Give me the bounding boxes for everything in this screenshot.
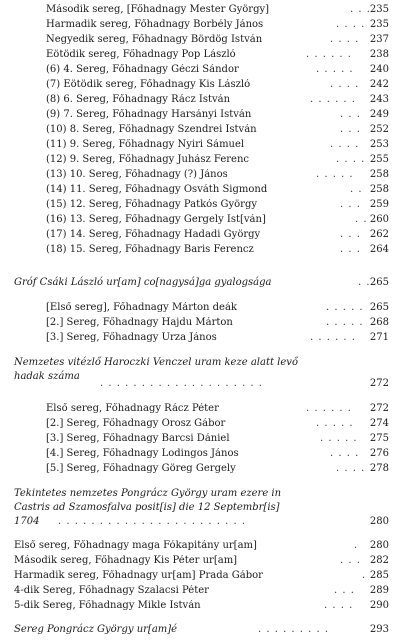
section-heading-text: Sereg Pongrácz György ur[am]é — [14, 624, 178, 635]
entry-page: 268 — [369, 317, 389, 328]
leader-dots: . . . . — [336, 19, 366, 30]
leader-dots: . . . — [340, 555, 361, 566]
leader-dots: . . . . . . . . . . . . . . . . . . . . . . . — [58, 516, 247, 527]
entry-page: 289 — [369, 585, 389, 596]
leader-dots: . . — [350, 184, 363, 195]
section-heading-page: 293 — [369, 624, 389, 635]
entry-page: 242 — [369, 79, 389, 90]
leader-dots: . . . . — [324, 600, 354, 611]
entry-label: [5.] Sereg, Főhadnagy Göreg Gergely — [46, 463, 236, 474]
entry-page: 235 — [369, 19, 389, 30]
toc-entry — [0, 124, 416, 138]
leader-dots: . . . . . — [316, 169, 354, 180]
toc-entry — [0, 332, 416, 346]
leader-dots: . . . . . . — [306, 49, 352, 60]
entry-page: 260 — [369, 214, 389, 225]
section-heading-text: Castris ad Szamosfalva posit[is] die 12 Septembr[is] — [14, 502, 280, 513]
toc-entry — [0, 199, 416, 213]
toc-entry — [0, 49, 416, 63]
entry-label: (17) 14. Sereg, Főhadnagy Hadadi György — [46, 229, 261, 240]
leader-dots: . . . — [340, 244, 361, 255]
entry-page: 255 — [369, 154, 389, 165]
toc-entry — [0, 79, 416, 93]
entry-page: 237 — [369, 34, 389, 45]
entry-page: 274 — [369, 418, 389, 429]
leader-dots: . . — [358, 277, 371, 288]
entry-label: (9) 7. Sereg, Főhadnagy Harsányi István — [46, 109, 252, 120]
entry-page: 240 — [369, 64, 389, 75]
entry-label: (12) 9. Sereg, Főhadnagy Juhász Ferenc — [46, 154, 249, 165]
entry-page: 271 — [369, 332, 389, 343]
entry-page: 253 — [369, 139, 389, 150]
toc-entry — [0, 34, 416, 48]
entry-label: (10) 8. Sereg, Főhadnagy Szendrei István — [46, 124, 257, 135]
toc-entry — [0, 600, 416, 614]
toc-entry — [0, 403, 416, 417]
leader-dots: . . . . . — [316, 64, 354, 75]
entry-page: 258 — [369, 184, 389, 195]
entry-label: (8) 6. Sereg, Főhadnagy Rácz István — [46, 94, 231, 105]
entry-page: 258 — [369, 169, 389, 180]
leader-dots: . . . . . — [326, 302, 364, 313]
leader-dots: . . . — [334, 585, 355, 596]
entry-label: Első sereg, Főhadnagy Rácz Péter — [46, 403, 219, 414]
entry-label: (11) 9. Sereg, Főhadnagy Nyiri Sámuel — [46, 139, 245, 150]
toc-entry — [0, 555, 416, 569]
entry-label: Második sereg, [Főhadnagy Mester György] — [46, 4, 270, 15]
entry-label: [3.] Sereg, Főhadnagy Barcsi Dániel — [46, 433, 230, 444]
leader-dots: . . . . — [336, 154, 366, 165]
entry-label: (16) 13. Sereg, Főhadnagy Gergely Ist[ván] — [46, 214, 266, 225]
entry-label: [3.] Sereg, Főhadnagy Urza János — [46, 332, 217, 343]
section-heading — [0, 277, 416, 291]
toc-entry — [0, 109, 416, 123]
section-heading-line — [0, 516, 416, 530]
entry-page: 235 — [369, 4, 389, 15]
toc-entry — [0, 244, 416, 258]
toc-entry — [0, 19, 416, 33]
toc-entry — [0, 94, 416, 108]
toc-entry — [0, 433, 416, 447]
entry-page: 249 — [369, 109, 389, 120]
toc-entry — [0, 418, 416, 432]
entry-page: 252 — [369, 124, 389, 135]
entry-label: 5-dik Sereg, Főhadnagy Mikle István — [14, 600, 201, 611]
entry-label: (18) 15. Sereg, Főhadnagy Baris Ferencz — [46, 244, 254, 255]
entry-label: Harmadik sereg, Főhadnagy Borbély János — [46, 19, 264, 30]
entry-label: Eötödik sereg, Főhadnagy Pop László — [46, 49, 236, 60]
toc-entry — [0, 229, 416, 243]
section-heading-page: 272 — [369, 378, 389, 389]
entry-page: 272 — [369, 403, 389, 414]
entry-label: (7) Eötödik sereg, Főhadnagy Kis László — [46, 79, 251, 90]
leader-dots: . . . . — [330, 79, 360, 90]
entry-label: (6) 4. Sereg, Főhadnagy Géczi Sándor — [46, 64, 239, 75]
leader-dots: . . . . . . — [310, 94, 356, 105]
toc-entry — [0, 4, 416, 18]
leader-dots: . . . — [350, 4, 371, 15]
entry-page: 278 — [369, 463, 389, 474]
leader-dots: . . . . — [336, 463, 366, 474]
entry-label: (13) 10. Sereg, Főhadnagy (?) János — [46, 169, 228, 180]
entry-label: [Első sereg], Főhadnagy Márton deák — [46, 302, 237, 313]
toc-entry — [0, 302, 416, 316]
toc-entry — [0, 317, 416, 331]
leader-dots: . . . — [340, 109, 361, 120]
toc-entry — [0, 448, 416, 462]
toc-entry — [0, 184, 416, 198]
leader-dots: . . . . . — [316, 418, 354, 429]
section-heading-text: hadak száma — [14, 371, 80, 382]
leader-dots: . . . . — [330, 448, 360, 459]
entry-page: 264 — [369, 244, 389, 255]
toc-entry — [0, 540, 416, 554]
leader-dots: . . . . . . — [310, 332, 356, 343]
entry-page: 259 — [369, 199, 389, 210]
toc-entry — [0, 64, 416, 78]
entry-page: 262 — [369, 229, 389, 240]
entry-label: [4.] Sereg, Főhadnagy Lodingos János — [46, 448, 239, 459]
entry-label: Negyedik sereg, Főhadnagy Bördög István — [46, 34, 263, 45]
entry-page: 238 — [369, 49, 389, 60]
entry-label: Harmadik sereg, Főhadnagy ur[am] Prada Gábor — [14, 570, 263, 581]
toc-entry — [0, 214, 416, 228]
toc-entry — [0, 139, 416, 153]
section-heading — [0, 624, 416, 638]
entry-label: 4-dik Sereg, Főhadnagy Szalacsi Péter — [14, 585, 209, 596]
entry-page: 282 — [369, 555, 389, 566]
entry-label: (14) 11. Sereg, Főhadnagy Osváth Sigmond — [46, 184, 268, 195]
entry-page: 275 — [369, 433, 389, 444]
leader-dots: . . . — [340, 199, 361, 210]
leader-dots: . — [362, 570, 367, 581]
entry-page: 276 — [369, 448, 389, 459]
toc-entry — [0, 169, 416, 183]
leader-dots: . . . . . — [326, 317, 364, 328]
entry-page: 285 — [369, 570, 389, 581]
leader-dots: . . . . . — [320, 433, 358, 444]
section-heading-page: 280 — [369, 516, 389, 527]
toc-entry — [0, 463, 416, 477]
section-heading-line — [0, 502, 416, 516]
leader-dots: . . . . . . — [306, 403, 352, 414]
section-heading-page-row — [0, 378, 416, 392]
entry-page: 290 — [369, 600, 389, 611]
section-heading-line — [0, 357, 416, 371]
leader-dots: . . . — [340, 124, 361, 135]
entry-label: [2.] Sereg, Főhadnagy Orosz Gábor — [46, 418, 226, 429]
section-heading-text: 1704 — [14, 516, 40, 527]
leader-dots: . . . . . . . . . — [258, 624, 330, 635]
entry-page: 265 — [369, 302, 389, 313]
toc-entry — [0, 585, 416, 599]
toc-entry — [0, 154, 416, 168]
leader-dots: . . . . — [330, 139, 360, 150]
entry-page: 280 — [369, 540, 389, 551]
leader-dots: . — [354, 540, 359, 551]
section-heading-line — [0, 488, 416, 502]
leader-dots: . . — [355, 214, 368, 225]
section-heading-text: Nemzetes vitézlő Haroczki Venczel uram keze alatt levő — [14, 357, 298, 368]
entry-label: Első sereg, Főhadnagy maga Fókapitány ur[am] — [14, 540, 257, 551]
entry-label: Második sereg, Főhadnagy Kis Péter ur[am] — [14, 555, 238, 566]
leader-dots: . . . . . . . . . . . . . . . . . . . . — [100, 378, 263, 389]
entry-label: [2.] Sereg, Főhadnagy Hajdu Márton — [46, 317, 233, 328]
entry-label: (15) 12. Sereg, Főhadnagy Patkós György — [46, 199, 258, 210]
leader-dots: . . . . — [330, 34, 360, 45]
toc-entry — [0, 570, 416, 584]
section-heading-text: Tekintetes nemzetes Pongrácz György uram ezere in — [14, 488, 282, 499]
section-heading-text: Gróf Csáki László ur[am] co[nagysá]ga gyalogsága — [14, 277, 272, 288]
entry-page: 243 — [369, 94, 389, 105]
section-heading-page: 265 — [369, 277, 389, 288]
leader-dots: . . . — [340, 229, 361, 240]
